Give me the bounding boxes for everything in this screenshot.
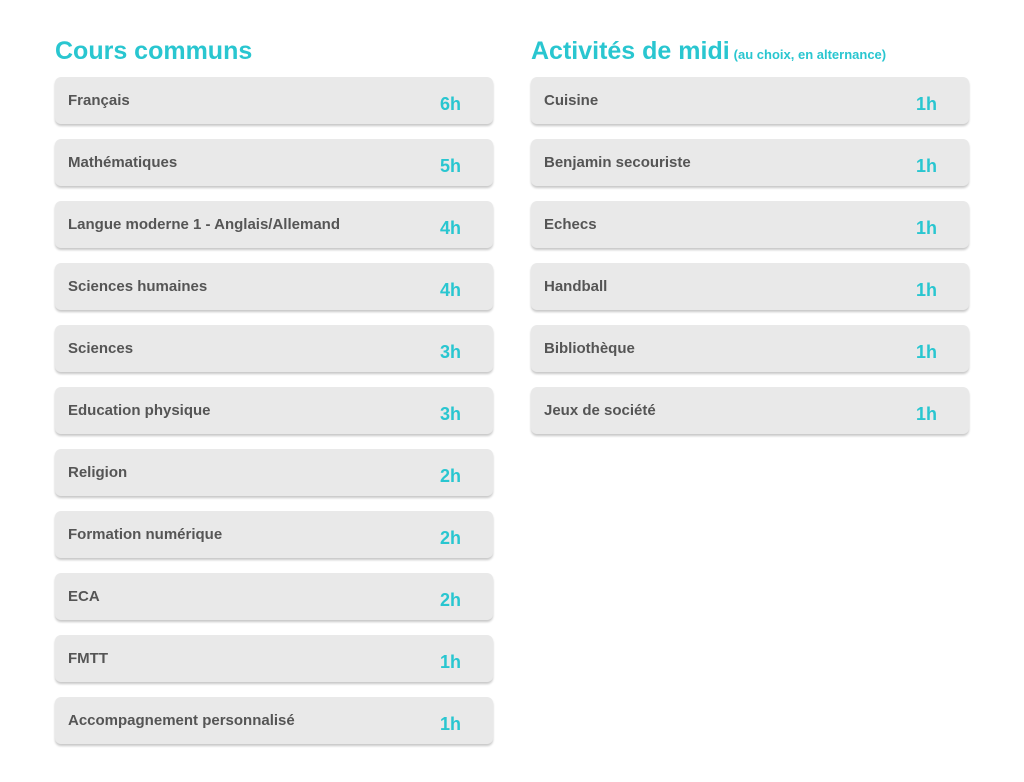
- activity-hours: 1h: [916, 218, 938, 238]
- activity-name: Cuisine: [544, 92, 599, 109]
- course-name: Mathématiques: [68, 154, 178, 171]
- activity-name: Handball: [544, 278, 608, 295]
- common-courses-list: [55, 77, 493, 744]
- course-hours: 2h: [440, 528, 462, 548]
- course-name: Sciences: [68, 340, 134, 357]
- midday-activities-title: Activités de midi: [531, 37, 730, 65]
- activity-row-bibliotheque: [531, 325, 969, 372]
- course-row-langue-moderne: [55, 201, 493, 248]
- activity-hours: 1h: [916, 156, 938, 176]
- course-hours: 4h: [440, 280, 462, 300]
- course-name: FMTT: [68, 650, 108, 667]
- activity-name: Bibliothèque: [544, 340, 635, 357]
- course-hours: 3h: [440, 342, 462, 362]
- course-row-sciences: [55, 325, 493, 372]
- course-row-mathematiques: [55, 139, 493, 186]
- course-row-eca: [55, 573, 493, 620]
- common-courses-title: Cours communs: [55, 37, 253, 65]
- activity-row-handball: [531, 263, 969, 310]
- course-name: Religion: [68, 464, 128, 481]
- course-name: Langue moderne 1 - Anglais/Allemand: [68, 216, 340, 233]
- course-hours: 2h: [440, 590, 462, 610]
- midday-activities-subtitle: (au choix, en alternance): [733, 47, 887, 62]
- activity-hours: 1h: [916, 342, 938, 362]
- activity-hours: 1h: [916, 280, 938, 300]
- course-row-accompagnement: [55, 697, 493, 744]
- course-name: ECA: [68, 588, 100, 605]
- course-name: Education physique: [68, 402, 211, 419]
- course-hours: 4h: [440, 218, 462, 238]
- activity-row-cuisine: [531, 77, 969, 124]
- course-row-religion: [55, 449, 493, 496]
- course-name: Formation numérique: [68, 526, 223, 543]
- course-name: Français: [68, 92, 130, 109]
- course-hours: 6h: [440, 94, 462, 114]
- course-hours: 1h: [440, 652, 462, 672]
- midday-activities-section: [531, 37, 969, 449]
- course-row-education-physique: [55, 387, 493, 434]
- activity-row-benjamin-secouriste: [531, 139, 969, 186]
- activity-hours: 1h: [916, 404, 938, 424]
- course-hours: 2h: [440, 466, 462, 486]
- course-row-francais: [55, 77, 493, 124]
- common-courses-section: [55, 37, 493, 759]
- course-name: Sciences humaines: [68, 278, 208, 295]
- activity-hours: 1h: [916, 94, 938, 114]
- midday-activities-heading: [531, 37, 969, 77]
- course-hours: 3h: [440, 404, 462, 424]
- course-row-fmtt: [55, 635, 493, 682]
- course-hours: 5h: [440, 156, 462, 176]
- course-name: Accompagnement personnalisé: [68, 712, 295, 729]
- activity-row-echecs: [531, 201, 969, 248]
- activity-name: Jeux de société: [544, 402, 656, 419]
- activity-row-jeux-de-societe: [531, 387, 969, 434]
- course-hours: 1h: [440, 714, 462, 734]
- activity-name: Benjamin secouriste: [544, 154, 691, 171]
- course-row-sciences-humaines: [55, 263, 493, 310]
- course-row-formation-numerique: [55, 511, 493, 558]
- midday-activities-list: [531, 77, 969, 434]
- activity-name: Echecs: [544, 216, 597, 233]
